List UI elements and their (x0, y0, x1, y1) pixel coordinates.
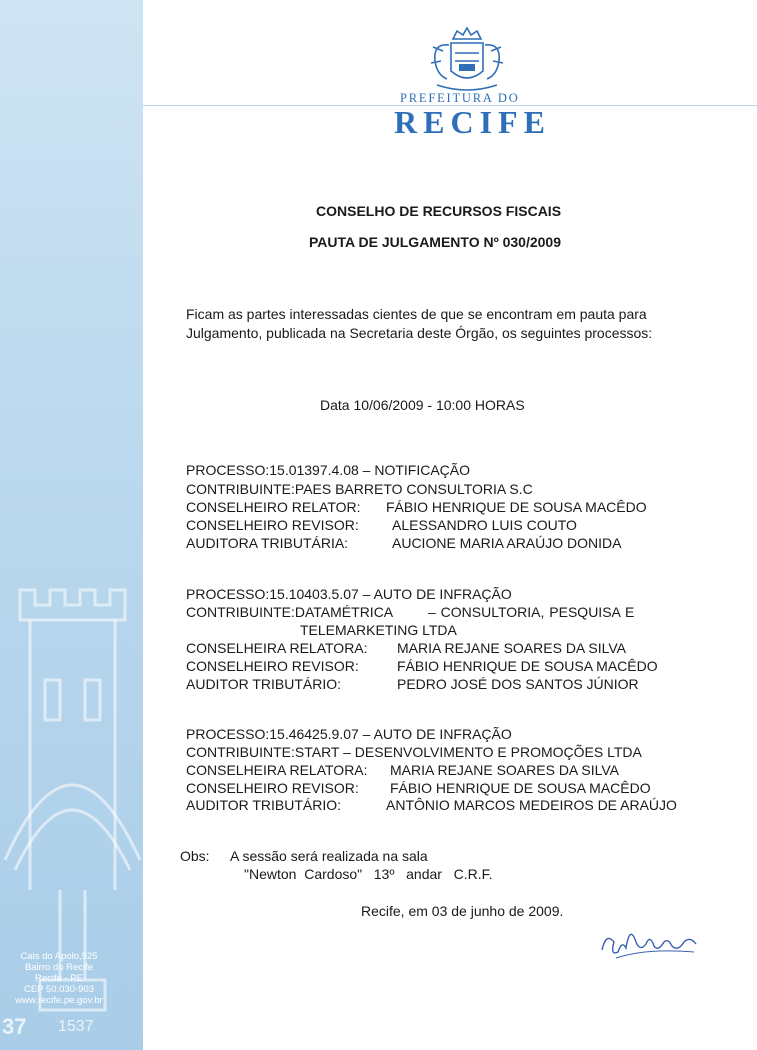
obs-label: Obs: (180, 848, 210, 864)
process-number: PROCESSO:15.01397.4.08 – NOTIFICAÇÃO (186, 462, 471, 478)
row-label: CONSELHEIRO RELATOR: (186, 499, 361, 515)
process-number: PROCESSO:15.10403.5.07 – AUTO DE INFRAÇÃO (186, 586, 512, 602)
intro-line: Ficam as partes interessadas cientes de que se encontram em pauta para (186, 306, 647, 322)
address-line: CEP 50.030-903 (23, 984, 95, 995)
row-label: AUDITOR TRIBUTÁRIO: (186, 797, 342, 813)
contributor-continued: – CONSULTORIA, PESQUISA E (428, 604, 635, 620)
address-line: Recife - PE (34, 973, 84, 984)
address-block (6, 951, 112, 1006)
row-label: AUDITORA TRIBUTÁRIA: (186, 535, 349, 551)
closing-date: Recife, em 03 de junho de 2009. (361, 903, 564, 919)
sidebar-number-left: 37 (2, 1014, 27, 1039)
row-label: CONSELHEIRO REVISOR: (186, 517, 359, 533)
sidebar-number-right: 1537 (58, 1018, 94, 1035)
row-value: FÁBIO HENRIQUE DE SOUSA MACÊDO (386, 499, 647, 515)
prefeitura-label: PREFEITURA DO (400, 91, 520, 105)
intro-line: Julgamento, publicada na Secretaria deste Órgão, os seguintes processos: (186, 325, 653, 341)
row-label: AUDITOR TRIBUTÁRIO: (186, 676, 342, 692)
city-logo-text: RECIFE (394, 104, 551, 140)
row-value: PEDRO JOSÉ DOS SANTOS JÚNIOR (397, 676, 639, 692)
address-line: Cais do Apolo,925 (20, 951, 98, 962)
agenda-title: PAUTA DE JULGAMENTO Nº 030/2009 (309, 234, 561, 250)
handwritten-signature (596, 912, 706, 967)
row-value: ALESSANDRO LUIS COUTO (392, 517, 577, 533)
row-label: CONSELHEIRO REVISOR: (186, 780, 359, 796)
process-number: PROCESSO:15.46425.9.07 – AUTO DE INFRAÇÃO (186, 726, 512, 742)
row-value: ANTÔNIO MARCOS MEDEIROS DE ARAÚJO (386, 797, 677, 813)
session-date: Data 10/06/2009 - 10:00 HORAS (320, 397, 525, 413)
contributor: CONTRIBUINTE:DATAMÉTRICA (186, 604, 394, 620)
address-line: www.recife.pe.gov.br (15, 995, 103, 1006)
row-label: CONSELHEIRA RELATORA: (186, 762, 368, 778)
row-value: FÁBIO HENRIQUE DE SOUSA MACÊDO (390, 780, 651, 796)
row-label: CONSELHEIRO REVISOR: (186, 658, 359, 674)
address-line: Bairro do Recife (24, 962, 94, 973)
obs-room: "Newton Cardoso" 13º andar C.R.F. (244, 866, 493, 882)
row-value: AUCIONE MARIA ARAÚJO DONIDA (392, 535, 622, 551)
row-value: FÁBIO HENRIQUE DE SOUSA MACÊDO (397, 658, 658, 674)
council-title: CONSELHO DE RECURSOS FISCAIS (316, 203, 562, 219)
contributor: CONTRIBUINTE:START – DESENVOLVIMENTO E PROMOÇÕES LTDA (186, 744, 642, 760)
recife-coat-of-arms-icon (423, 25, 511, 97)
row-label: CONSELHEIRA RELATORA: (186, 640, 368, 656)
row-value: MARIA REJANE SOARES DA SILVA (397, 640, 626, 656)
row-value: MARIA REJANE SOARES DA SILVA (390, 762, 619, 778)
contributor: CONTRIBUINTE:PAES BARRETO CONSULTORIA S.C (186, 481, 533, 497)
contributor-continued: TELEMARKETING LTDA (300, 622, 457, 638)
obs-text: A sessão será realizada na sala (230, 848, 428, 864)
